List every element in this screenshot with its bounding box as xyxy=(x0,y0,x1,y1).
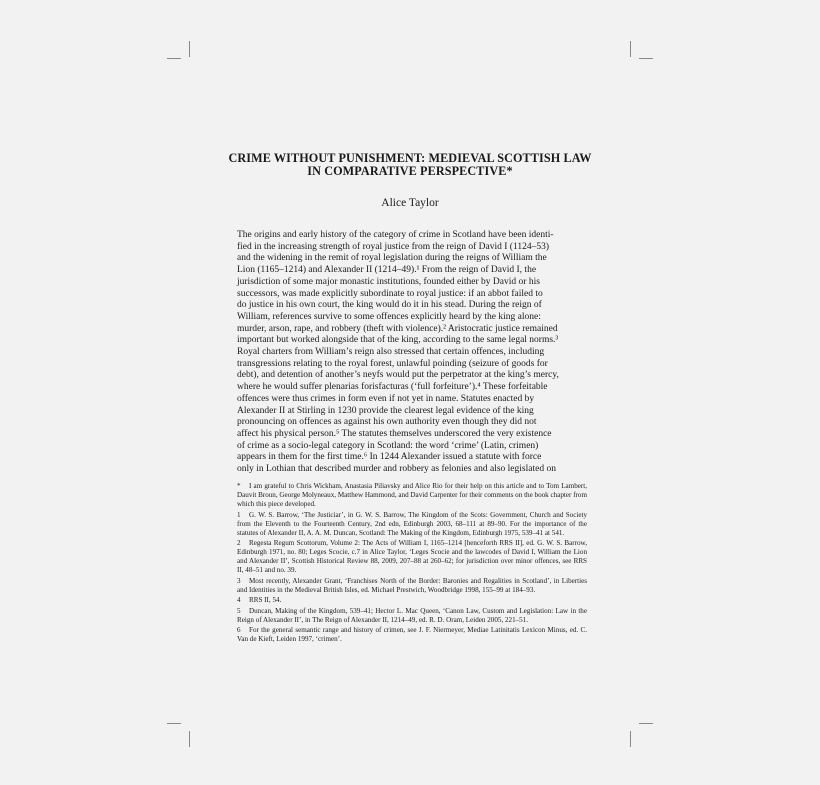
body-line: and the widening in the remit of royal legislation during the reigns of William the xyxy=(237,253,547,264)
footnote-text: I am grateful to Chris Wickham, Anastasia Piliavsky and Alice Rio for their help on this article and to Tom Lambert, Dauvit Broun, George Molyneaux, Matthew Hammond, and David Carpenter for their comments on the book chapter from which this piece developed. xyxy=(237,482,587,508)
body-line: fied in the increasing strength of royal justice from the reign of David I (1124–53) xyxy=(237,241,550,252)
footnote-text: RRS II, 54. xyxy=(249,596,282,604)
footnote-mark: 1 xyxy=(237,510,241,519)
footnote xyxy=(237,626,587,644)
body-line: Lion (1165–1214) and Alexander II (1214–49).¹ From the reign of David I, the xyxy=(237,265,537,276)
crop-mark-bottom-left-h xyxy=(167,723,181,724)
body-line: appears in them for the first time.⁶ In 1244 Alexander issued a statute with force xyxy=(237,452,542,463)
body-line: successors, was made explicitly subordinate to royal justice: if an abbot failed to xyxy=(237,288,543,299)
footnote-mark: 3 xyxy=(237,576,241,585)
footnote-mark: 5 xyxy=(237,606,241,615)
body-line: do justice in his own court, the king would do it in his stead. During the reign of xyxy=(237,300,542,311)
body-line: only in Lothian that described murder and robbery as felonies and also legislated on xyxy=(237,464,556,475)
footnote xyxy=(237,539,587,575)
body-line: The origins and early history of the category of crime in Scotland have been identi- xyxy=(237,230,554,240)
crop-mark-bottom-right-h xyxy=(639,723,653,724)
crop-mark-top-left-v xyxy=(189,41,190,57)
footnotes xyxy=(237,482,587,646)
footnote xyxy=(237,596,587,605)
body-line: affect his physical person.⁵ The statutes themselves underscored the very existence xyxy=(237,428,552,439)
body-line: Alexander II at Stirling in 1230 provide the clearest legal evidence of the king xyxy=(237,405,534,416)
body-line: Royal charters from William’s reign also stressed that certain offences, including xyxy=(237,347,545,358)
crop-mark-bottom-right-v xyxy=(630,731,631,747)
body-line: important but worked alongside that of the king, according to the same legal norms.³ xyxy=(237,335,559,346)
footnote-mark: 6 xyxy=(237,626,241,634)
body-line: pronouncing on offences as against his own authority even though they did not xyxy=(237,417,537,428)
footnote-mark: 4 xyxy=(237,596,241,604)
footnote xyxy=(237,607,587,625)
footnote xyxy=(237,577,587,595)
body-line: jurisdiction of some major monastic institutions, founded either by David or his xyxy=(237,276,540,287)
footnote-text: G. W. S. Barrow, ‘The Justiciar’, in G. W. S. Barrow, The Kingdom of the Scots: Government, Church and Society from the Eleventh to the Fourteenth Century, 2nd edn, Edinburgh 2003, 68–111 at 89–90. For the importance of the statutes of Alexander II, A. A. M. Duncan, Scotland: The Making of the Kingdom, Edinburgh 1975, 539–41 at 541. xyxy=(237,510,587,537)
body-line: debt), and detention of another’s neyfs would put the perpetrator at the king’s mercy, xyxy=(237,370,559,381)
article-title xyxy=(0,152,820,178)
crop-mark-top-right-v xyxy=(630,41,631,57)
crop-mark-top-left-h xyxy=(167,58,181,59)
title-line-1: CRIME WITHOUT PUNISHMENT: MEDIEVAL SCOTTISH LAW xyxy=(228,151,592,165)
footnote-text: Most recently, Alexander Grant, ‘Franchises North of the Border: Baronies and Regalities in Scotland’, in Liberties and Identities in the Medieval British Isles, ed. Michael Prestwich, Woodbridge 1998, 155–99 at 184–93. xyxy=(237,576,587,594)
footnote-text: Regesta Regum Scottorum, Volume 2: The Acts of William I, 1165–1214 [henceforth RRS II], ed. G. W. S. Barrow, Edinburgh 1971, no. 80; Leges Scocie, c.7 in Alice Taylor, ‘Leges Scocie and the lawcodes of David I, William the Lion and Alexander II’, Scottish Historical Review 88, 2009, 207–88 at 260–62; for jurisdiction over minor offences, see RRS II, 48–51 and no. 39. xyxy=(237,539,587,574)
body-line: of crime as a socio-legal category in Scotland: the word ‘crime’ (Latin, crimen) xyxy=(237,440,539,451)
body-line: offences were thus crimes in form even if not yet in name. Statutes enacted by xyxy=(237,393,535,404)
body-line: where he would suffer plenarias forisfacturas (‘full forfeiture’).⁴ These forfeitable xyxy=(237,382,548,393)
footnote-mark: 2 xyxy=(237,539,241,547)
body-line: transgressions relating to the royal forest, unlawful poinding (seizure of goods for xyxy=(237,358,548,369)
footnote-mark: * xyxy=(237,482,241,490)
author-name: Alice Taylor xyxy=(381,197,439,209)
body-line: William, references survive to some offences explicitly heard by the king alone: xyxy=(237,311,541,322)
crop-mark-bottom-left-v xyxy=(189,731,190,747)
title-line-2: IN COMPARATIVE PERSPECTIVE* xyxy=(307,164,513,178)
crop-mark-top-right-h xyxy=(639,58,653,59)
body-line: murder, arson, rape, and robbery (theft with violence).² Aristocratic justice remained xyxy=(237,323,558,334)
body-text xyxy=(237,230,587,476)
footnote xyxy=(237,482,587,509)
footnote-text: For the general semantic range and history of crimen, see J. F. Niermeyer, Mediae Latinitatis Lexicon Minus, ed. C. Van de Kieft, Leiden 1997, ‘crimen’. xyxy=(237,626,587,643)
footnote-text: Duncan, Making of the Kingdom, 539–41; Hector L. Mac Queen, ‘Canon Law, Custom and Legislation: Law in the Reign of Alexander II’, in The Reign of Alexander II, 1214–49, ed. R. D. Oram, Leiden 2005, 221–51. xyxy=(237,606,587,624)
footnote xyxy=(237,511,587,538)
